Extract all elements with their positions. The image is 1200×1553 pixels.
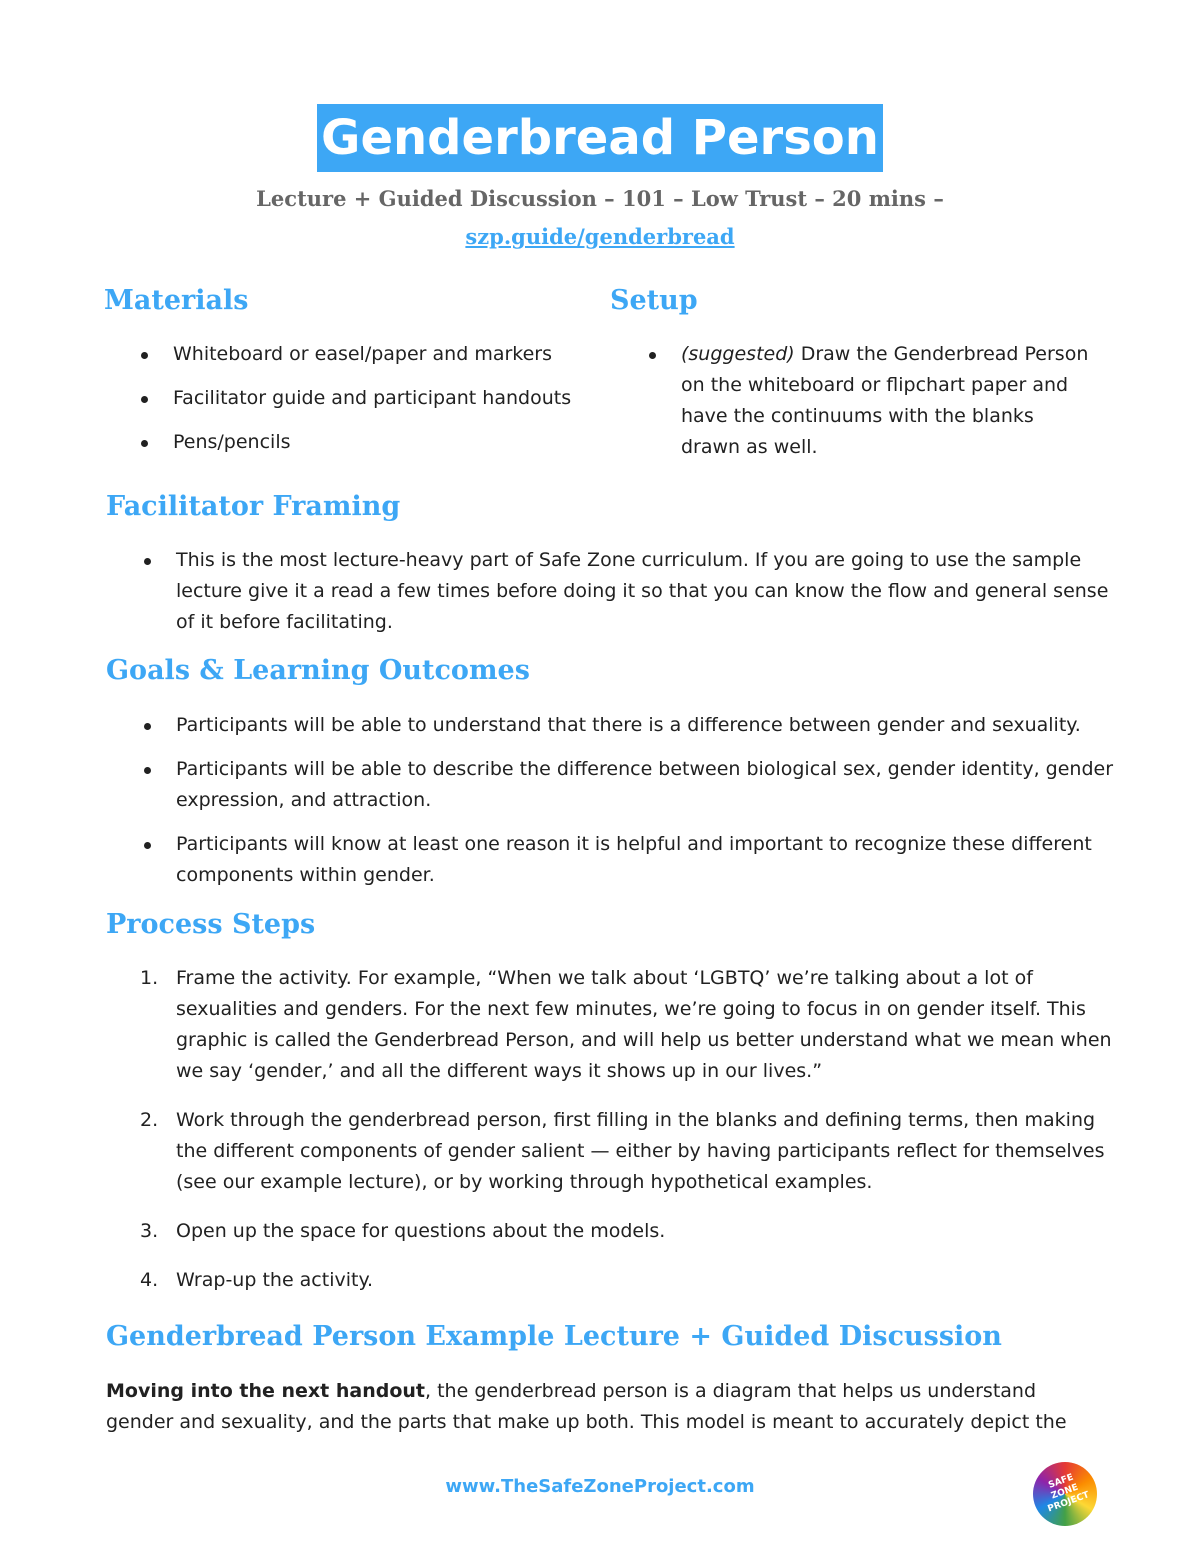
- setup-emphasis: (suggested): [681, 343, 795, 365]
- page-title: Genderbread Person: [317, 104, 883, 172]
- step-number: 4.: [140, 1269, 159, 1291]
- list-item: [173, 427, 593, 458]
- list-item: [173, 383, 593, 414]
- list-item-text: Participants will be able to understand that there is a difference between gender and sexuality.: [176, 714, 1081, 736]
- list-item: [176, 545, 1116, 638]
- bullet-icon: [144, 842, 151, 849]
- goals-list: [176, 710, 1116, 904]
- step-number: 2.: [140, 1109, 159, 1131]
- logo-text: SAFE ZONE PROJECT: [1046, 1472, 1091, 1515]
- list-item-text: Wrap-up the activity.: [176, 1269, 374, 1291]
- step-number: 3.: [140, 1220, 159, 1242]
- guide-link[interactable]: szp.guide/genderbread: [465, 224, 735, 249]
- list-item: [176, 710, 1116, 741]
- setup-heading: Setup: [610, 285, 698, 316]
- framing-list: [176, 545, 1116, 638]
- list-item: [140, 1216, 1116, 1247]
- materials-list: [173, 339, 593, 471]
- list-item-text: Open up the space for questions about the models.: [176, 1220, 666, 1242]
- title-wrap: [0, 104, 1200, 172]
- goals-heading: Goals & Learning Outcomes: [106, 655, 530, 686]
- bullet-icon: [141, 440, 148, 447]
- list-item-text: Work through the genderbread person, first filling in the blanks and defining terms, then making the different components of gender salient — either by having participants reflect for themselves (see our example lecture), or by working through hypothetical examples.: [176, 1109, 1105, 1193]
- list-item-text: Participants will know at least one reason it is helpful and important to recognize these different components within gender.: [176, 833, 1092, 886]
- lecture-heading: Genderbread Person Example Lecture + Guided Discussion: [106, 1321, 1002, 1352]
- step-number: 1.: [140, 967, 159, 989]
- list-item: [173, 339, 593, 370]
- list-item-text: Draw the Genderbread Person on the whiteboard or flipchart paper and have the continuums with the blanks drawn as well.: [681, 343, 1089, 458]
- list-item-text: Facilitator guide and participant handouts: [173, 387, 572, 409]
- lecture-intro-text: , the genderbread person is a diagram that helps us understand gender and sexuality, and the parts that make up both. This model is meant to accurately depict the: [106, 1380, 1067, 1433]
- bullet-icon: [144, 558, 151, 565]
- bullet-icon: [141, 396, 148, 403]
- page-subtitle: Lecture + Guided Discussion – 101 – Low Trust – 20 mins –: [256, 186, 944, 211]
- bullet-icon: [144, 767, 151, 774]
- bullet-icon: [141, 352, 148, 359]
- list-item: [681, 339, 1091, 463]
- safe-zone-logo-icon: [1033, 1462, 1097, 1526]
- list-item: [140, 1265, 1116, 1296]
- bullet-icon: [144, 723, 151, 730]
- lecture-intro: [106, 1376, 1096, 1438]
- list-item-text: Frame the activity. For example, “When we talk about ‘LGBTQ’ we’re talking about a lot of sexualities and genders. For the next few minutes, we’re going to focus in on gender itself. This graphic is called the Genderbread Person, and will help us better understand what we mean when we say ‘gender,’ and all the different ways it shows up in our lives.”: [176, 967, 1112, 1082]
- list-item: [140, 963, 1116, 1087]
- list-item-text: Participants will be able to describe the difference between biological sex, gender identity, gender expression, and attraction.: [176, 758, 1114, 811]
- list-item-text: This is the most lecture-heavy part of Safe Zone curriculum. If you are going to use the sample lecture give it a read a few times before doing it so that you can know the flow and general sense of it before facilitating.: [176, 549, 1109, 633]
- lecture-intro-bold: Moving into the next handout: [106, 1380, 426, 1402]
- list-item: [140, 1105, 1116, 1198]
- guide-link-wrap: [0, 224, 1200, 249]
- setup-list: [681, 339, 1091, 463]
- list-item: [176, 829, 1116, 891]
- framing-heading: Facilitator Framing: [106, 491, 401, 522]
- list-item-text: Whiteboard or easel/paper and markers: [173, 343, 553, 365]
- process-list: [140, 963, 1116, 1314]
- bullet-icon: [649, 352, 656, 359]
- list-item-text: Pens/pencils: [173, 431, 291, 453]
- footer-url[interactable]: www.TheSafeZoneProject.com: [445, 1476, 755, 1497]
- materials-heading: Materials: [104, 285, 249, 316]
- list-item: [176, 754, 1116, 816]
- process-heading: Process Steps: [106, 909, 316, 940]
